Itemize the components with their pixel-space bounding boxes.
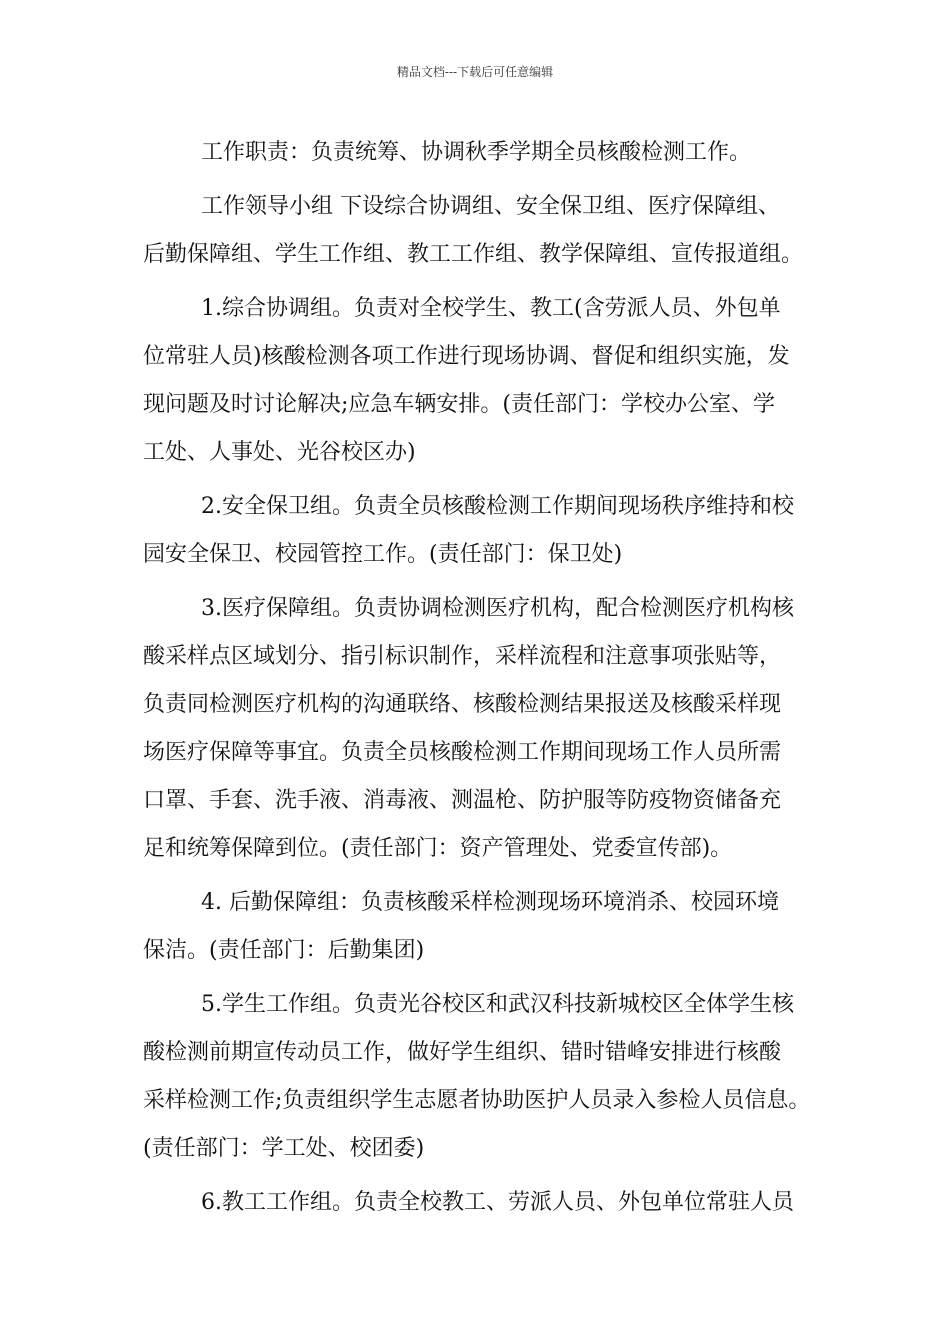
- text-line: 负责同检测医疗机构的沟通联络、核酸检测结果报送及核酸采样现: [143, 692, 782, 717]
- text-line: 酸检测前期宣传动员工作，做好学生组织、错时错峰安排进行核酸: [143, 1040, 782, 1065]
- text-line: 4. 后勤保障组：负责核酸采样检测现场环境消杀、校园环境: [201, 890, 779, 915]
- text-line: 保洁。(责任部门：后勤集团): [143, 938, 425, 963]
- paragraph-student-group: [143, 981, 833, 1173]
- text-line: 采样检测工作;负责组织学生志愿者协助医护人员录入参检人员信息。: [143, 1088, 811, 1113]
- text-line: 工作领导小组 下设综合协调组、安全保卫组、医疗保障组、: [201, 194, 780, 219]
- paragraph-leading-group: [143, 183, 833, 279]
- text-line: 后勤保障组、学生工作组、教工工作组、教学保障组、宣传报道组。: [143, 242, 804, 267]
- text-line: 2.安全保卫组。负责全员核酸检测工作期间现场秩序维持和校: [201, 494, 794, 519]
- page-header: 精品文档---下载后可任意编辑: [396, 65, 554, 79]
- paragraph-logistics-group: [143, 879, 833, 975]
- text-line: (责任部门：学工处、校团委): [143, 1136, 425, 1161]
- text-line: 工处、人事处、光谷校区办): [143, 440, 416, 465]
- paragraph-security-group: [143, 483, 833, 579]
- text-line: 1.综合协调组。负责对全校学生、教工(含劳派人员、外包单: [201, 296, 781, 321]
- paragraph-work-duty: [143, 129, 833, 177]
- document-body: [143, 129, 833, 1233]
- text-line: 足和统筹保障到位。(责任部门：资产管理处、党委宣传部)。: [143, 836, 733, 861]
- text-line: 5.学生工作组。负责光谷校区和武汉科技新城校区全体学生核: [201, 992, 794, 1017]
- paragraph-staff-group: [143, 1179, 833, 1227]
- text-line: 场医疗保障等事宜。负责全员核酸检测工作期间现场工作人员所需: [143, 740, 782, 765]
- text-line: 6.教工工作组。负责全校教工、劳派人员、外包单位常驻人员: [201, 1190, 794, 1215]
- text-line: 口罩、手套、洗手液、消毒液、测温枪、防护服等防疫物资储备充: [143, 788, 782, 813]
- text-line: 园安全保卫、校园管控工作。(责任部门：保卫处): [143, 542, 623, 567]
- text-line: 位常驻人员)核酸检测各项工作进行现场协调、督促和组织实施，发: [143, 344, 790, 369]
- paragraph-medical-group: [143, 585, 833, 873]
- text-line: 工作职责：负责统筹、协调秋季学期全员核酸检测工作。: [201, 140, 752, 165]
- text-line: 现问题及时讨论解决;应急车辆安排。(责任部门：学校办公室、学: [143, 392, 775, 417]
- text-line: 酸采样点区域划分、指引标识制作，采样流程和注意事项张贴等，: [143, 644, 782, 669]
- paragraph-coordination-group: [143, 285, 833, 477]
- text-line: 3.医疗保障组。负责协调检测医疗机构，配合检测医疗机构核: [201, 596, 794, 621]
